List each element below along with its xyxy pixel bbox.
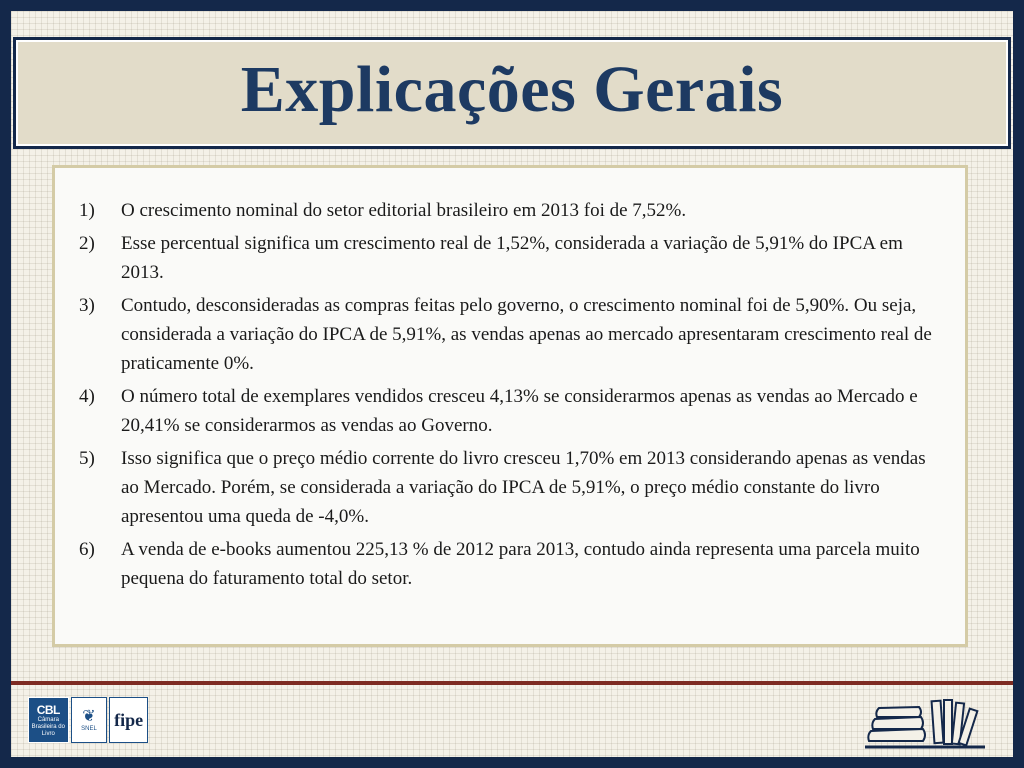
slide [11, 11, 1013, 757]
logo-strip [28, 697, 148, 743]
title-band [13, 37, 1011, 149]
list-item [79, 291, 937, 378]
stacked-books-icon [861, 695, 991, 755]
item-number: 5) [79, 448, 95, 469]
item-text: O número total de exemplares vendidos cresceu 4,13% se considerarmos apenas as vendas ao Mercado e 20,41% se considerarmos as vendas ao Governo. [121, 386, 918, 436]
cbl-logo [28, 697, 69, 743]
footer-divider [11, 681, 1013, 685]
item-text: Contudo, desconsideradas as compras feitas pelo governo, o crescimento nominal foi de 5,90%. Ou seja, considerada a variação do IPCA de 5,91%, as vendas apenas ao mercado apresentaram crescimento real de praticamente 0%. [121, 295, 932, 374]
fipe-logo [109, 697, 148, 743]
cbl-logo-text: Câmara Brasileira do Livro [31, 716, 65, 737]
snel-logo-text: SNEL [81, 726, 97, 732]
content-box [52, 165, 968, 647]
fipe-logo-text: fipe [114, 709, 144, 730]
item-text: A venda de e-books aumentou 225,13 % de 2012 para 2013, contudo ainda representa uma parcela muito pequena do faturamento total do setor. [121, 539, 920, 589]
slide-title: Explicações Gerais [240, 53, 784, 126]
title-box [16, 40, 1008, 146]
item-number: 1) [79, 200, 95, 221]
item-number: 2) [79, 233, 95, 254]
list-item [79, 535, 937, 593]
explanation-list [55, 168, 965, 593]
item-number: 3) [79, 295, 95, 316]
item-number: 4) [79, 386, 95, 407]
list-item [79, 196, 937, 225]
list-item [79, 382, 937, 440]
snel-logo [71, 697, 108, 743]
list-item [79, 229, 937, 287]
item-text: Esse percentual significa um crescimento real de 1,52%, considerada a variação de 5,91% do IPCA em 2013. [121, 233, 903, 283]
list-item [79, 444, 937, 531]
item-number: 6) [79, 539, 95, 560]
item-text: O crescimento nominal do setor editorial brasileiro em 2013 foi de 7,52%. [121, 200, 687, 221]
item-text: Isso significa que o preço médio corrente do livro cresceu 1,70% em 2013 considerando apenas as vendas ao Mercado. Porém, se considerada a variação do IPCA de 5,91%, o preço médio constante do livro apresentou uma queda de -4,0%. [121, 448, 926, 527]
cbl-logo-mark: CBL [36, 702, 60, 717]
book-leaf-icon: ❦ [82, 708, 96, 725]
